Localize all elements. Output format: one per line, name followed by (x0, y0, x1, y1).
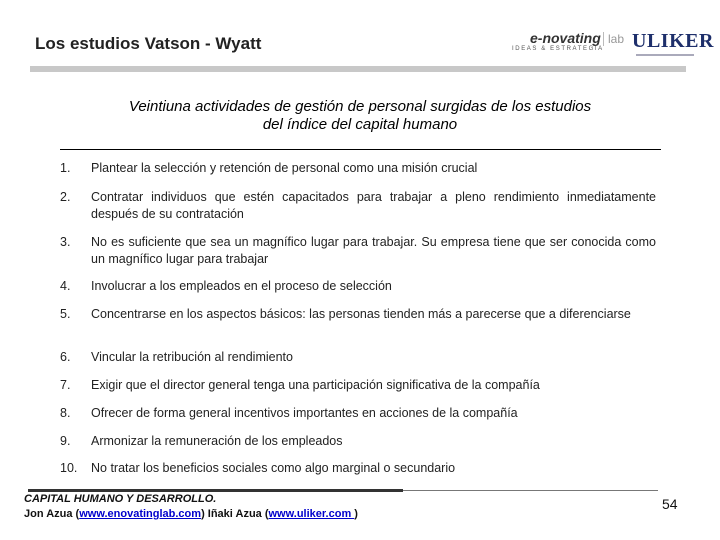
list-item (60, 306, 656, 323)
list-item-text: Contratar individuos que estén capacitados para trabajar a pleno rendimiento inmediatamente después de su contratación (91, 190, 656, 221)
footer-author-1: Jon Azua ( (24, 508, 80, 520)
list-item-text: Exigir que el director general tenga una participación significativa de la compañía (91, 378, 540, 392)
uliker-logo: ULIKER (632, 30, 714, 52)
list-item-number: 2. (60, 190, 71, 204)
list-item (60, 160, 656, 177)
section-heading-line2: del índice del capital humano (262, 116, 458, 133)
list-item-text: Concentrarse en los aspectos básicos: las personas tienden más a parecerse que a diferenciarse (91, 307, 631, 321)
list-item-text: No es suficiente que sea un magnífico lugar para trabajar. Su empresa tiene que ser conocida como un magnífico lugar para trabajar (91, 235, 656, 266)
list-item-number: 8. (60, 406, 71, 420)
page-number: 54 (662, 496, 678, 512)
list-item-text: Involucrar a los empleados en el proceso de selección (91, 279, 392, 293)
list-item-number: 1. (60, 161, 71, 175)
list-item-text: No tratar los beneficios sociales como algo marginal o secundario (91, 461, 456, 475)
list-item-number: 9. (60, 434, 71, 448)
list-item-number: 5. (60, 307, 71, 321)
enovating-logo-text: e-novating (530, 30, 601, 46)
footer-heading: CAPITAL HUMANO Y DESARROLLO. (24, 493, 217, 505)
list-item (60, 460, 656, 477)
list-item-number: 3. (60, 235, 71, 249)
list-item (60, 278, 656, 295)
list-item-number: 6. (60, 350, 71, 364)
list-item (60, 349, 656, 366)
slide-title: Los estudios Vatson - Wyatt (35, 34, 262, 53)
list-item-text: Vincular la retribución al rendimiento (91, 350, 293, 364)
section-heading-line1: Veintiuna actividades de gestión de personal surgidas de los estudios (128, 98, 592, 115)
list-item-number: 10. (60, 461, 78, 475)
footer-divider-accent (28, 489, 403, 492)
enovating-logo-lab: lab (603, 32, 624, 46)
section-heading (60, 98, 660, 134)
footer-credits (24, 508, 358, 520)
list-item-number: 4. (60, 279, 71, 293)
list-item (60, 377, 656, 394)
heading-divider (60, 149, 661, 150)
uliker-link[interactable]: www.uliker.com (268, 508, 355, 520)
list-item-text: Armonizar la remuneración de los empleados (91, 434, 343, 448)
list-item-text: Ofrecer de forma general incentivos importantes en acciones de la compañía (91, 406, 518, 420)
footer-author-2: ) Iñaki Azua ( (201, 508, 269, 520)
list-item-number: 7. (60, 378, 71, 392)
uliker-logo-underline (636, 54, 694, 56)
footer-close-paren: ) (354, 508, 358, 520)
list-item (60, 405, 656, 422)
header-divider (30, 66, 686, 72)
list-item (60, 234, 656, 268)
list-item (60, 433, 656, 450)
enovating-logo-tagline: IDEAS & ESTRATEGIA (512, 46, 604, 52)
list-item (60, 189, 656, 223)
list-item-text: Plantear la selección y retención de personal como una misión crucial (91, 161, 478, 175)
enovating-logo (510, 30, 625, 58)
enovatinglab-link[interactable]: www.enovatinglab.com (79, 508, 202, 520)
